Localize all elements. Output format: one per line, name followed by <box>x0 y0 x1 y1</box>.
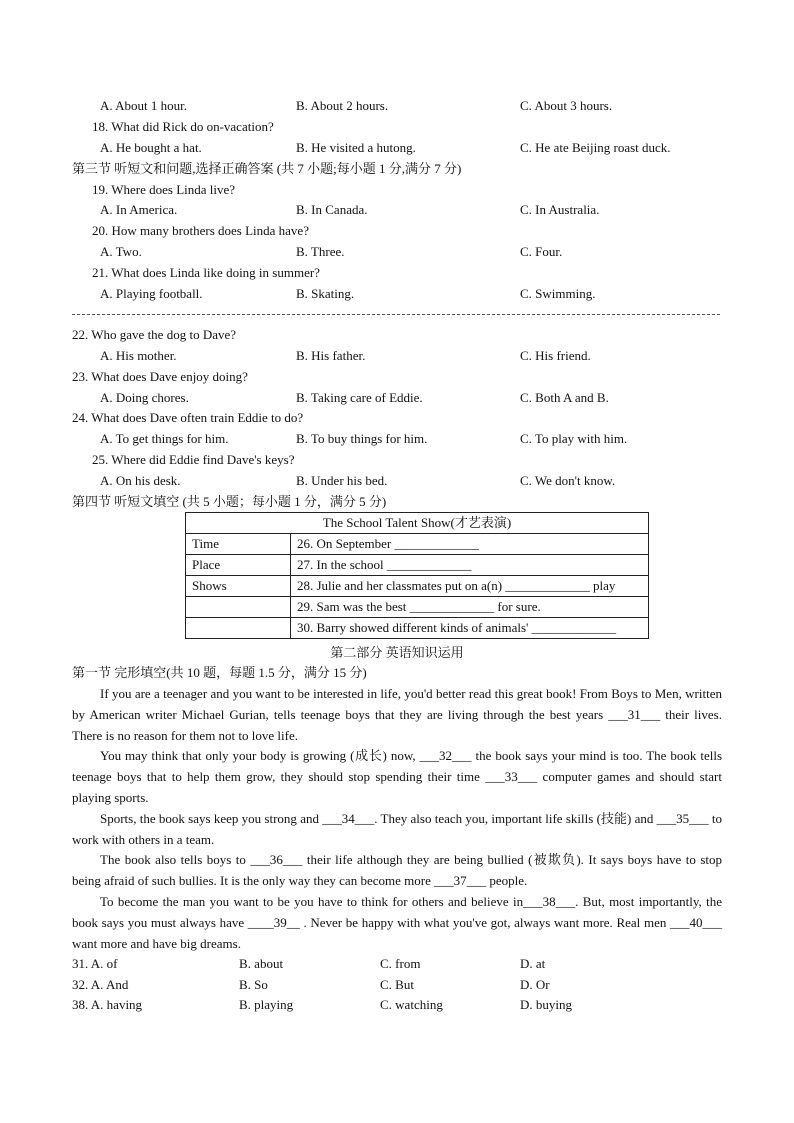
q23-stem: 23. What does Dave enjoy doing? <box>72 369 248 384</box>
table-row <box>186 618 649 639</box>
row-label: Shows <box>186 576 291 597</box>
answer-31-c: C. from <box>380 956 421 971</box>
row-text: 28. Julie and her classmates put on a(n) _____________ play <box>291 576 649 597</box>
q25-option-b: B. Under his bed. <box>296 473 388 488</box>
answer-32-c: C. But <box>380 977 414 992</box>
q25-option-c: C. We don't know. <box>520 473 616 488</box>
q24-stem: 24. What does Dave often train Eddie to do? <box>72 410 304 425</box>
row-label: Time <box>186 534 291 555</box>
answer-31-a: 31. A. of <box>72 956 118 971</box>
q22-option-b: B. His father. <box>296 348 366 363</box>
q20-stem: 20. How many brothers does Linda have? <box>92 223 309 238</box>
q19-option-b: B. In Canada. <box>296 202 368 217</box>
q18-option-a: A. He bought a hat. <box>100 140 202 155</box>
q18-option-b: B. He visited a hutong. <box>296 140 416 155</box>
q17-option-a: A. About 1 hour. <box>100 98 188 113</box>
row-text: 30. Barry showed different kinds of animals' _____________ <box>291 618 649 639</box>
answer-31-b: B. about <box>239 956 284 971</box>
paragraph: If you are a teenager and you want to be interested in life, you'd better read this great book! From Boys to Men, written by American writer Michael Gurian, tells teenage boys that they are living through the best years ___31___ their lives. There is no reason for them not to love life. <box>72 686 722 743</box>
q21-option-b: B. Skating. <box>296 286 355 301</box>
q18-stem: 18. What did Rick do on-vacation? <box>92 119 274 134</box>
answer-38-d: D. buying <box>520 997 572 1012</box>
q23-option-c: C. Both A and B. <box>520 390 609 405</box>
answer-32-d: D. Or <box>520 977 550 992</box>
q24-option-a: A. To get things for him. <box>100 431 229 446</box>
answer-38-b: B. playing <box>239 997 294 1012</box>
part-2-heading: 第二部分 英语知识运用 <box>330 645 464 660</box>
q25-option-a: A. On his desk. <box>100 473 181 488</box>
q22-option-a: A. His mother. <box>100 348 177 363</box>
q24-option-b: B. To buy things for him. <box>296 431 428 446</box>
answer-38-a: 38. A. having <box>72 997 143 1012</box>
q21-option-a: A. Playing football. <box>100 286 203 301</box>
answer-31-d: D. at <box>520 956 546 971</box>
q17-option-c: C. About 3 hours. <box>520 98 613 113</box>
q22-option-c: C. His friend. <box>520 348 591 363</box>
table-row <box>186 555 649 576</box>
paragraph: Sports, the book says keep you strong and ___34___. They also teach you, important life skills (技能) and ___35___ to work with others in a team. <box>72 810 722 847</box>
paragraph: The book also tells boys to ___36___ their life although they are being bullied (被欺负). It says boys have to stop being afraid of such bullies. It is the only way they can become more ___37___ people. <box>72 852 722 889</box>
table-row <box>186 597 649 618</box>
q19-option-c: C. In Australia. <box>520 202 600 217</box>
table-title: The School Talent Show(才艺表演) <box>186 513 649 534</box>
q23-option-a: A. Doing chores. <box>100 390 189 405</box>
q23-option-b: B. Taking care of Eddie. <box>296 390 423 405</box>
q19-option-a: A. In America. <box>100 202 178 217</box>
talent-show-table <box>185 512 649 639</box>
row-text: 29. Sam was the best _____________ for sure. <box>291 597 649 618</box>
q17-option-b: B. About 2 hours. <box>296 98 389 113</box>
q21-stem: 21. What does Linda like doing in summer? <box>92 265 320 280</box>
cloze-section-heading: 第一节 完形填空(共 10 题，每题 1.5 分，满分 15 分) <box>72 665 367 680</box>
dashed-divider <box>72 314 720 315</box>
q20-option-c: C. Four. <box>520 244 563 259</box>
q20-option-b: B. Three. <box>296 244 345 259</box>
row-text: 27. In the school _____________ <box>291 555 649 576</box>
q24-option-c: C. To play with him. <box>520 431 628 446</box>
answer-32-b: B. So <box>239 977 268 992</box>
row-text: 26. On September _____________ <box>291 534 649 555</box>
table-row <box>186 576 649 597</box>
paragraph: You may think that only your body is growing (成长) now, ___32___ the book says your mind is too. The book tells teenage boys that to help them grow, they should stop spending their time ___33___ computer games and should start playing sports. <box>72 748 722 805</box>
q20-option-a: A. Two. <box>100 244 142 259</box>
table-row <box>186 534 649 555</box>
cloze-passage <box>72 684 722 954</box>
q19-stem: 19. Where does Linda live? <box>92 182 236 197</box>
q21-option-c: C. Swimming. <box>520 286 596 301</box>
q22-stem: 22. Who gave the dog to Dave? <box>72 327 237 342</box>
section-4-heading: 第四节 听短文填空 (共 5 小题；每小题 1 分，满分 5 分) <box>72 494 387 509</box>
answer-32-a: 32. A. And <box>72 977 129 992</box>
row-label <box>186 597 291 618</box>
paragraph: To become the man you want to be you have to think for others and believe in___38___. But, most importantly, the book says you must always have ____39__ . Never be happy with what you've got, always want more. Real men ___40___ want more and have big dreams. <box>72 893 722 951</box>
row-label: Place <box>186 555 291 576</box>
q25-stem: 25. Where did Eddie find Dave's keys? <box>92 452 295 467</box>
row-label <box>186 618 291 639</box>
answer-38-c: C. watching <box>380 997 443 1012</box>
section-3-heading: 第三节 听短文和问题,选择正确答案 (共 7 小题;每小题 1 分,满分 7 分) <box>72 161 462 176</box>
q18-option-c: C. He ate Beijing roast duck. <box>520 140 671 155</box>
